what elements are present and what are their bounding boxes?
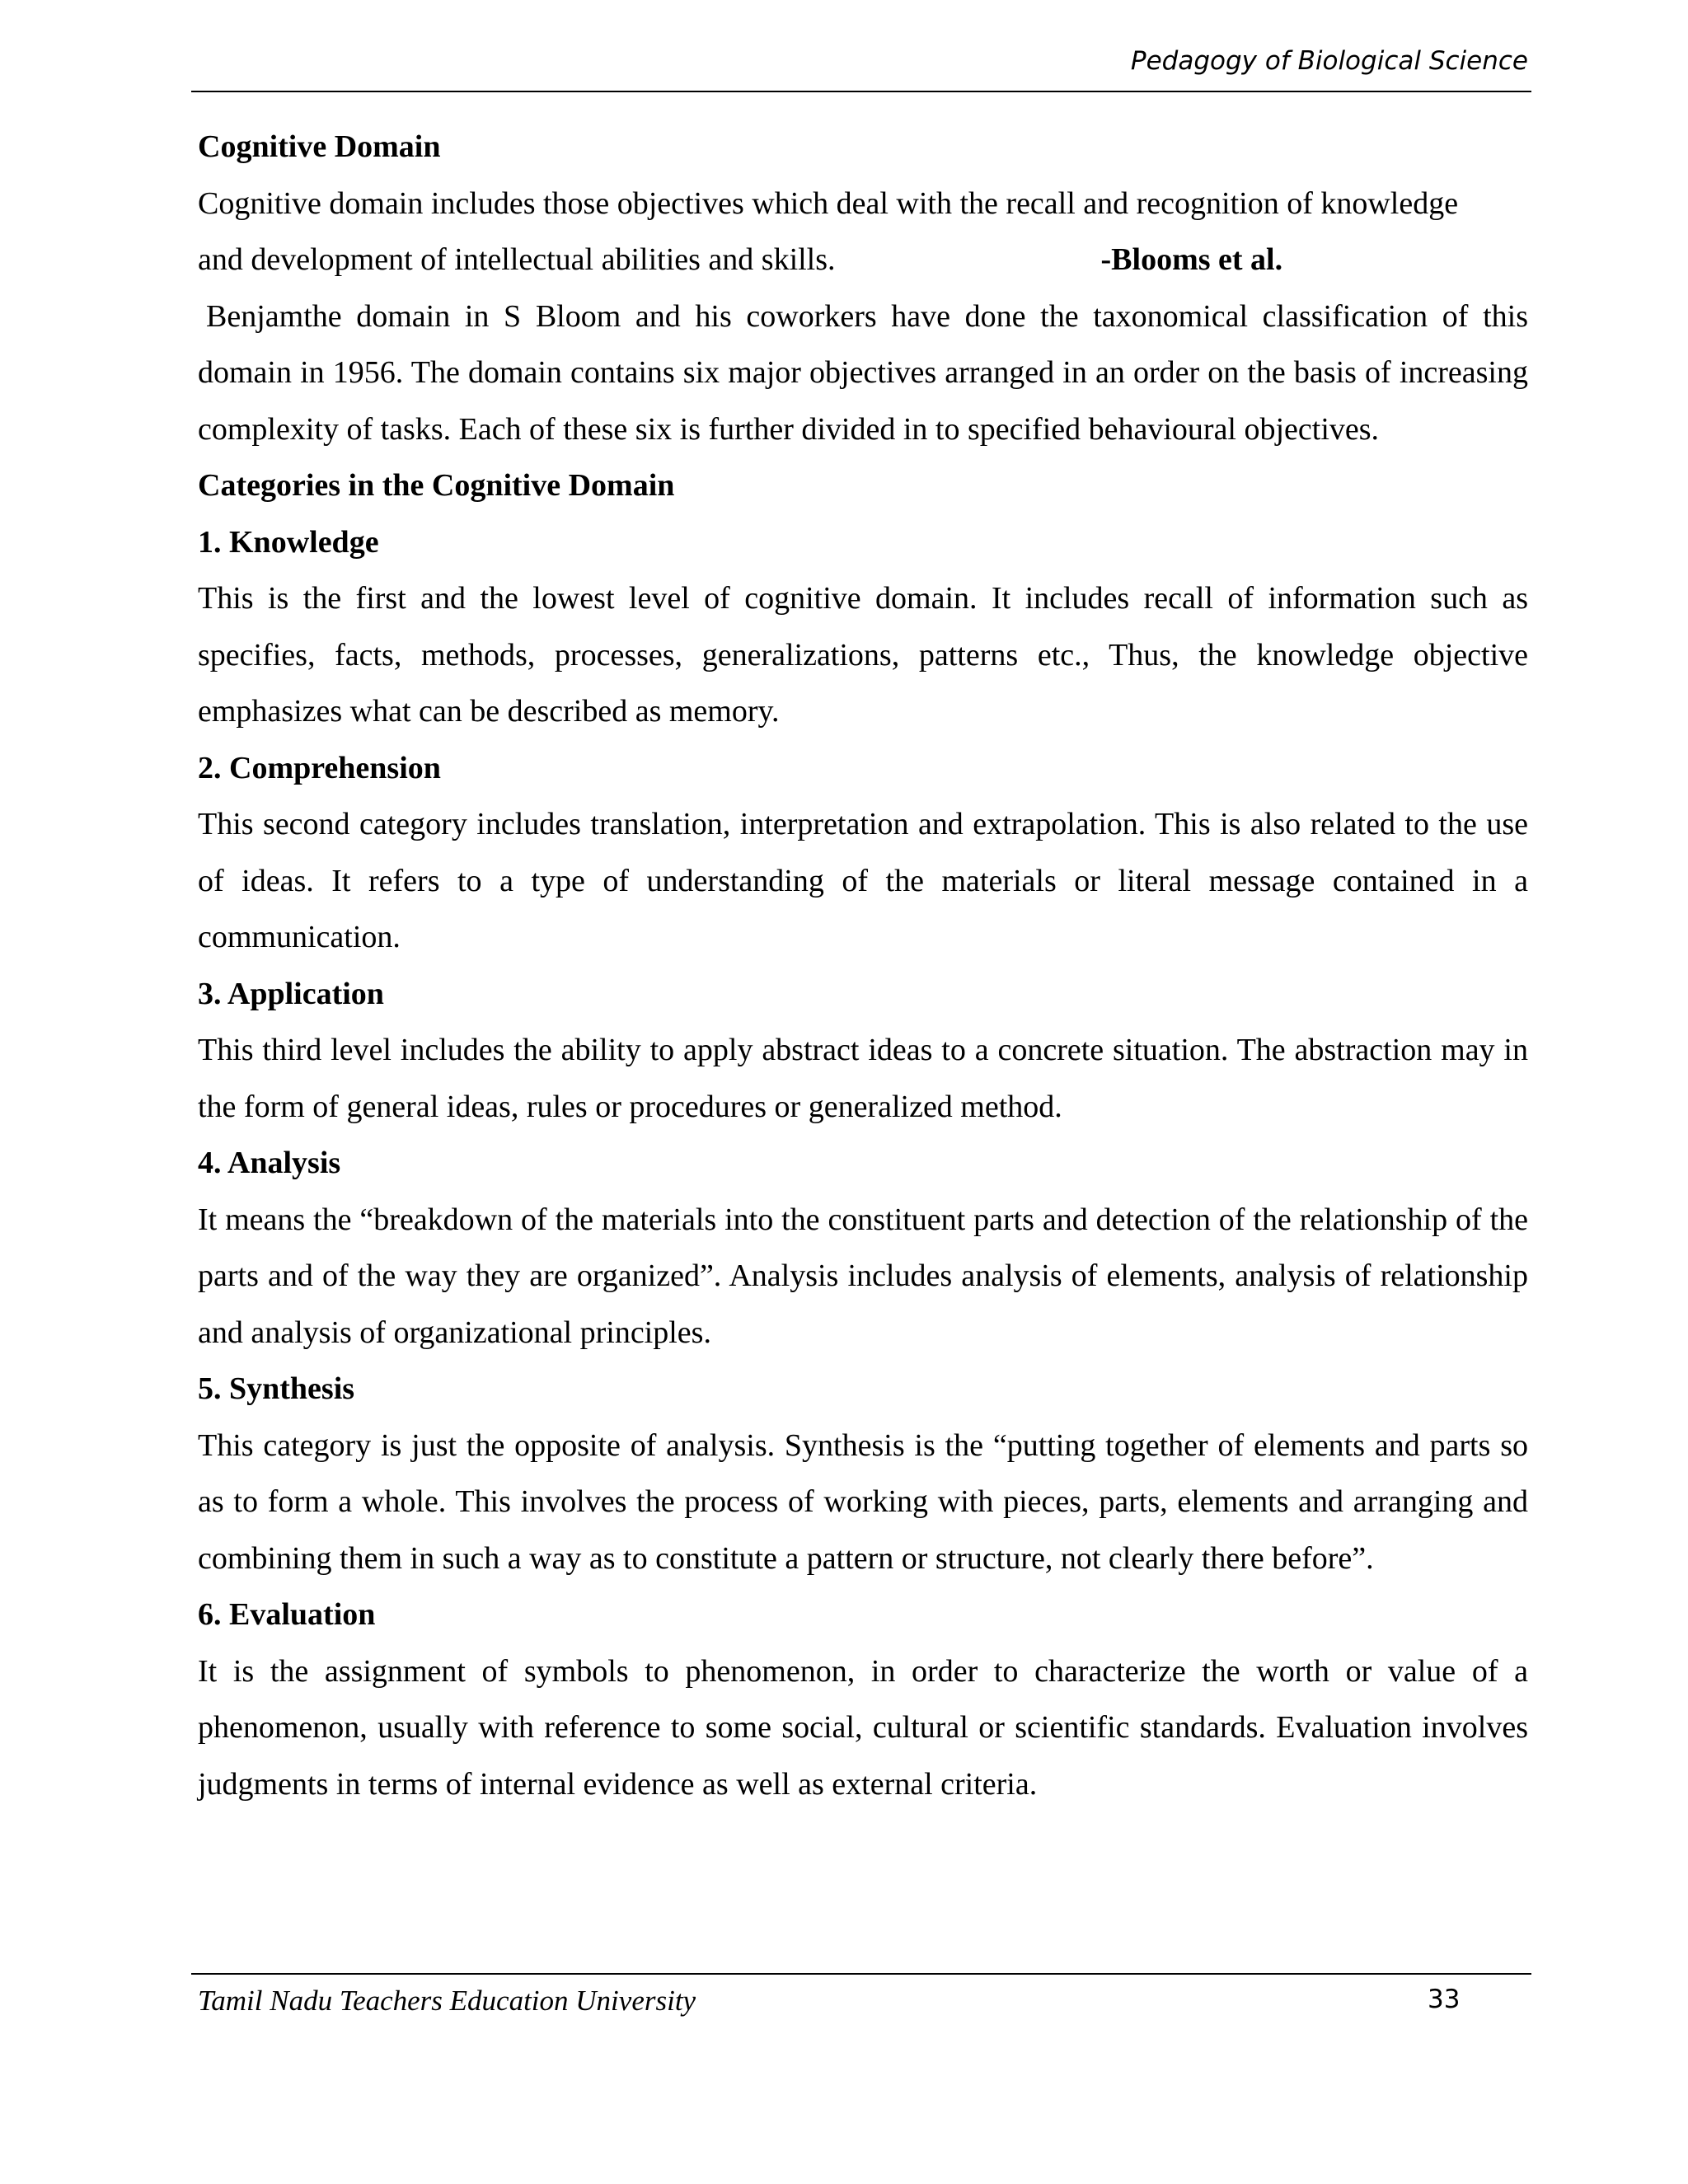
page-footer (191, 1973, 1531, 2024)
section-title-knowledge: 1. Knowledge (198, 524, 379, 560)
categories-heading: Categories in the Cognitive Domain (198, 468, 675, 503)
definition-attribution-line (198, 232, 1528, 288)
section-body-knowledge: This is the first and the lowest level of cognitive domain. It includes recall of information such as specifies, facts, methods, processes, generalizations, patterns etc., Thus, the knowledge objective emphasizes what can be described as memory. (198, 581, 1528, 729)
intro-paragraph: Benjamthe domain in S Bloom and his coworkers have done the taxonomical classification of this domain in 1956. The domain contains six major objectives arranged in an order on the basis of increasing complexity of tasks. Each of these six is further divided in to specified behavioural objectives. (198, 298, 1528, 447)
section-title-synthesis: 5. Synthesis (198, 1371, 355, 1406)
section-title-comprehension: 2. Comprehension (198, 750, 441, 785)
page-content (198, 119, 1528, 1812)
section-body-comprehension: This second category includes translation, interpretation and extrapolation. This is also related to the use of ideas. It refers to a type of understanding of the materials or literal message contained in a communication. (198, 807, 1528, 954)
attribution: -Blooms et al. (1100, 242, 1283, 277)
section-body-application: This third level includes the ability to apply abstract ideas to a concrete situation. The abstraction may in the form of general ideas, rules or procedures or generalized method. (198, 1033, 1528, 1124)
page-header (191, 46, 1531, 92)
section-body-synthesis: This category is just the opposite of analysis. Synthesis is the “putting together of elements and parts so as to form a whole. This involves the process of working with pieces, parts, elements and arranging and combining them in such a way as to constitute a pattern or structure, not clearly there before”. (198, 1427, 1528, 1576)
running-header-title: Pedagogy of Biological Science (1130, 46, 1528, 76)
definition-text: Cognitive domain includes those objectives which deal with the recall and recognition of knowledge (198, 185, 1459, 221)
section-body-evaluation: It is the assignment of symbols to phenomenon, in order to characterize the worth or value of a phenomenon, usually with reference to some social, cultural or scientific standards. Evaluation involves judgments in terms of internal evidence as well as external criteria. (198, 1653, 1528, 1802)
section-title-evaluation: 6. Evaluation (198, 1597, 376, 1632)
section-title-application: 3. Application (198, 976, 384, 1011)
section-body-analysis: It means the “breakdown of the materials into the constituent parts and detection of the relationship of the parts and of the way they are organized”. Analysis includes analysis of elements, analysis of relationship and analysis of organizational principles. (198, 1202, 1528, 1350)
section-title-analysis: 4. Analysis (198, 1146, 341, 1180)
footer-university: Tamil Nadu Teachers Education University (198, 1985, 696, 2017)
section-heading-cognitive-domain: Cognitive Domain (198, 129, 441, 164)
page-number: 33 (1428, 1985, 1461, 2014)
definition-text-end: and development of intellectual abilities and skills. (198, 242, 836, 277)
